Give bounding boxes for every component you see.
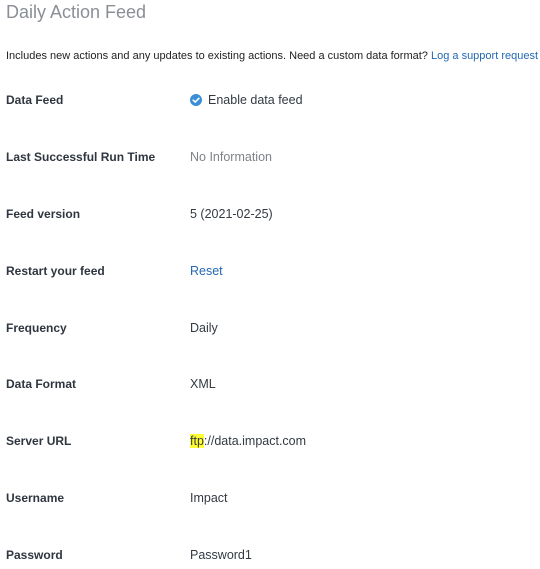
restart-feed-row bbox=[0, 261, 540, 281]
last-run-row bbox=[0, 147, 540, 167]
data-feed-label: Data Feed bbox=[6, 93, 64, 107]
reset-link[interactable]: Reset bbox=[190, 264, 223, 278]
frequency-label: Frequency bbox=[6, 321, 67, 335]
username-label: Username bbox=[6, 491, 65, 505]
intro-description: Includes new actions and any updates to existing actions. Need a custom data format? bbox=[6, 50, 428, 62]
feed-version-label: Feed version bbox=[6, 207, 81, 221]
restart-feed-label: Restart your feed bbox=[6, 264, 105, 278]
enable-data-feed-label[interactable]: Enable data feed bbox=[208, 93, 303, 107]
data-format-value: XML bbox=[190, 377, 216, 391]
data-format-row bbox=[0, 374, 540, 394]
data-feed-row bbox=[0, 90, 540, 110]
server-url-label: Server URL bbox=[6, 434, 72, 448]
username-row bbox=[0, 488, 540, 508]
page-title: Daily Action Feed bbox=[6, 2, 147, 22]
server-url-highlight: ftp bbox=[190, 434, 204, 448]
feed-version-row bbox=[0, 204, 540, 224]
feed-version-value: 5 (2021-02-25) bbox=[190, 207, 273, 221]
intro-text bbox=[6, 50, 538, 62]
server-url-value bbox=[190, 431, 306, 451]
server-url-rest: ://data.impact.com bbox=[203, 434, 307, 448]
frequency-value: Daily bbox=[190, 321, 218, 335]
last-run-label: Last Successful Run Time bbox=[6, 150, 156, 164]
frequency-row bbox=[0, 318, 540, 338]
password-label: Password bbox=[6, 548, 63, 562]
username-value: Impact bbox=[190, 491, 228, 505]
checkmark-icon[interactable] bbox=[190, 94, 202, 106]
support-request-link[interactable]: Log a support request bbox=[430, 50, 539, 62]
server-url-row bbox=[0, 431, 540, 451]
enable-data-feed-checkbox[interactable] bbox=[190, 90, 303, 110]
data-format-label: Data Format bbox=[6, 377, 77, 391]
password-row bbox=[0, 545, 540, 565]
last-run-value: No Information bbox=[190, 150, 272, 164]
password-value: Password1 bbox=[190, 548, 252, 562]
